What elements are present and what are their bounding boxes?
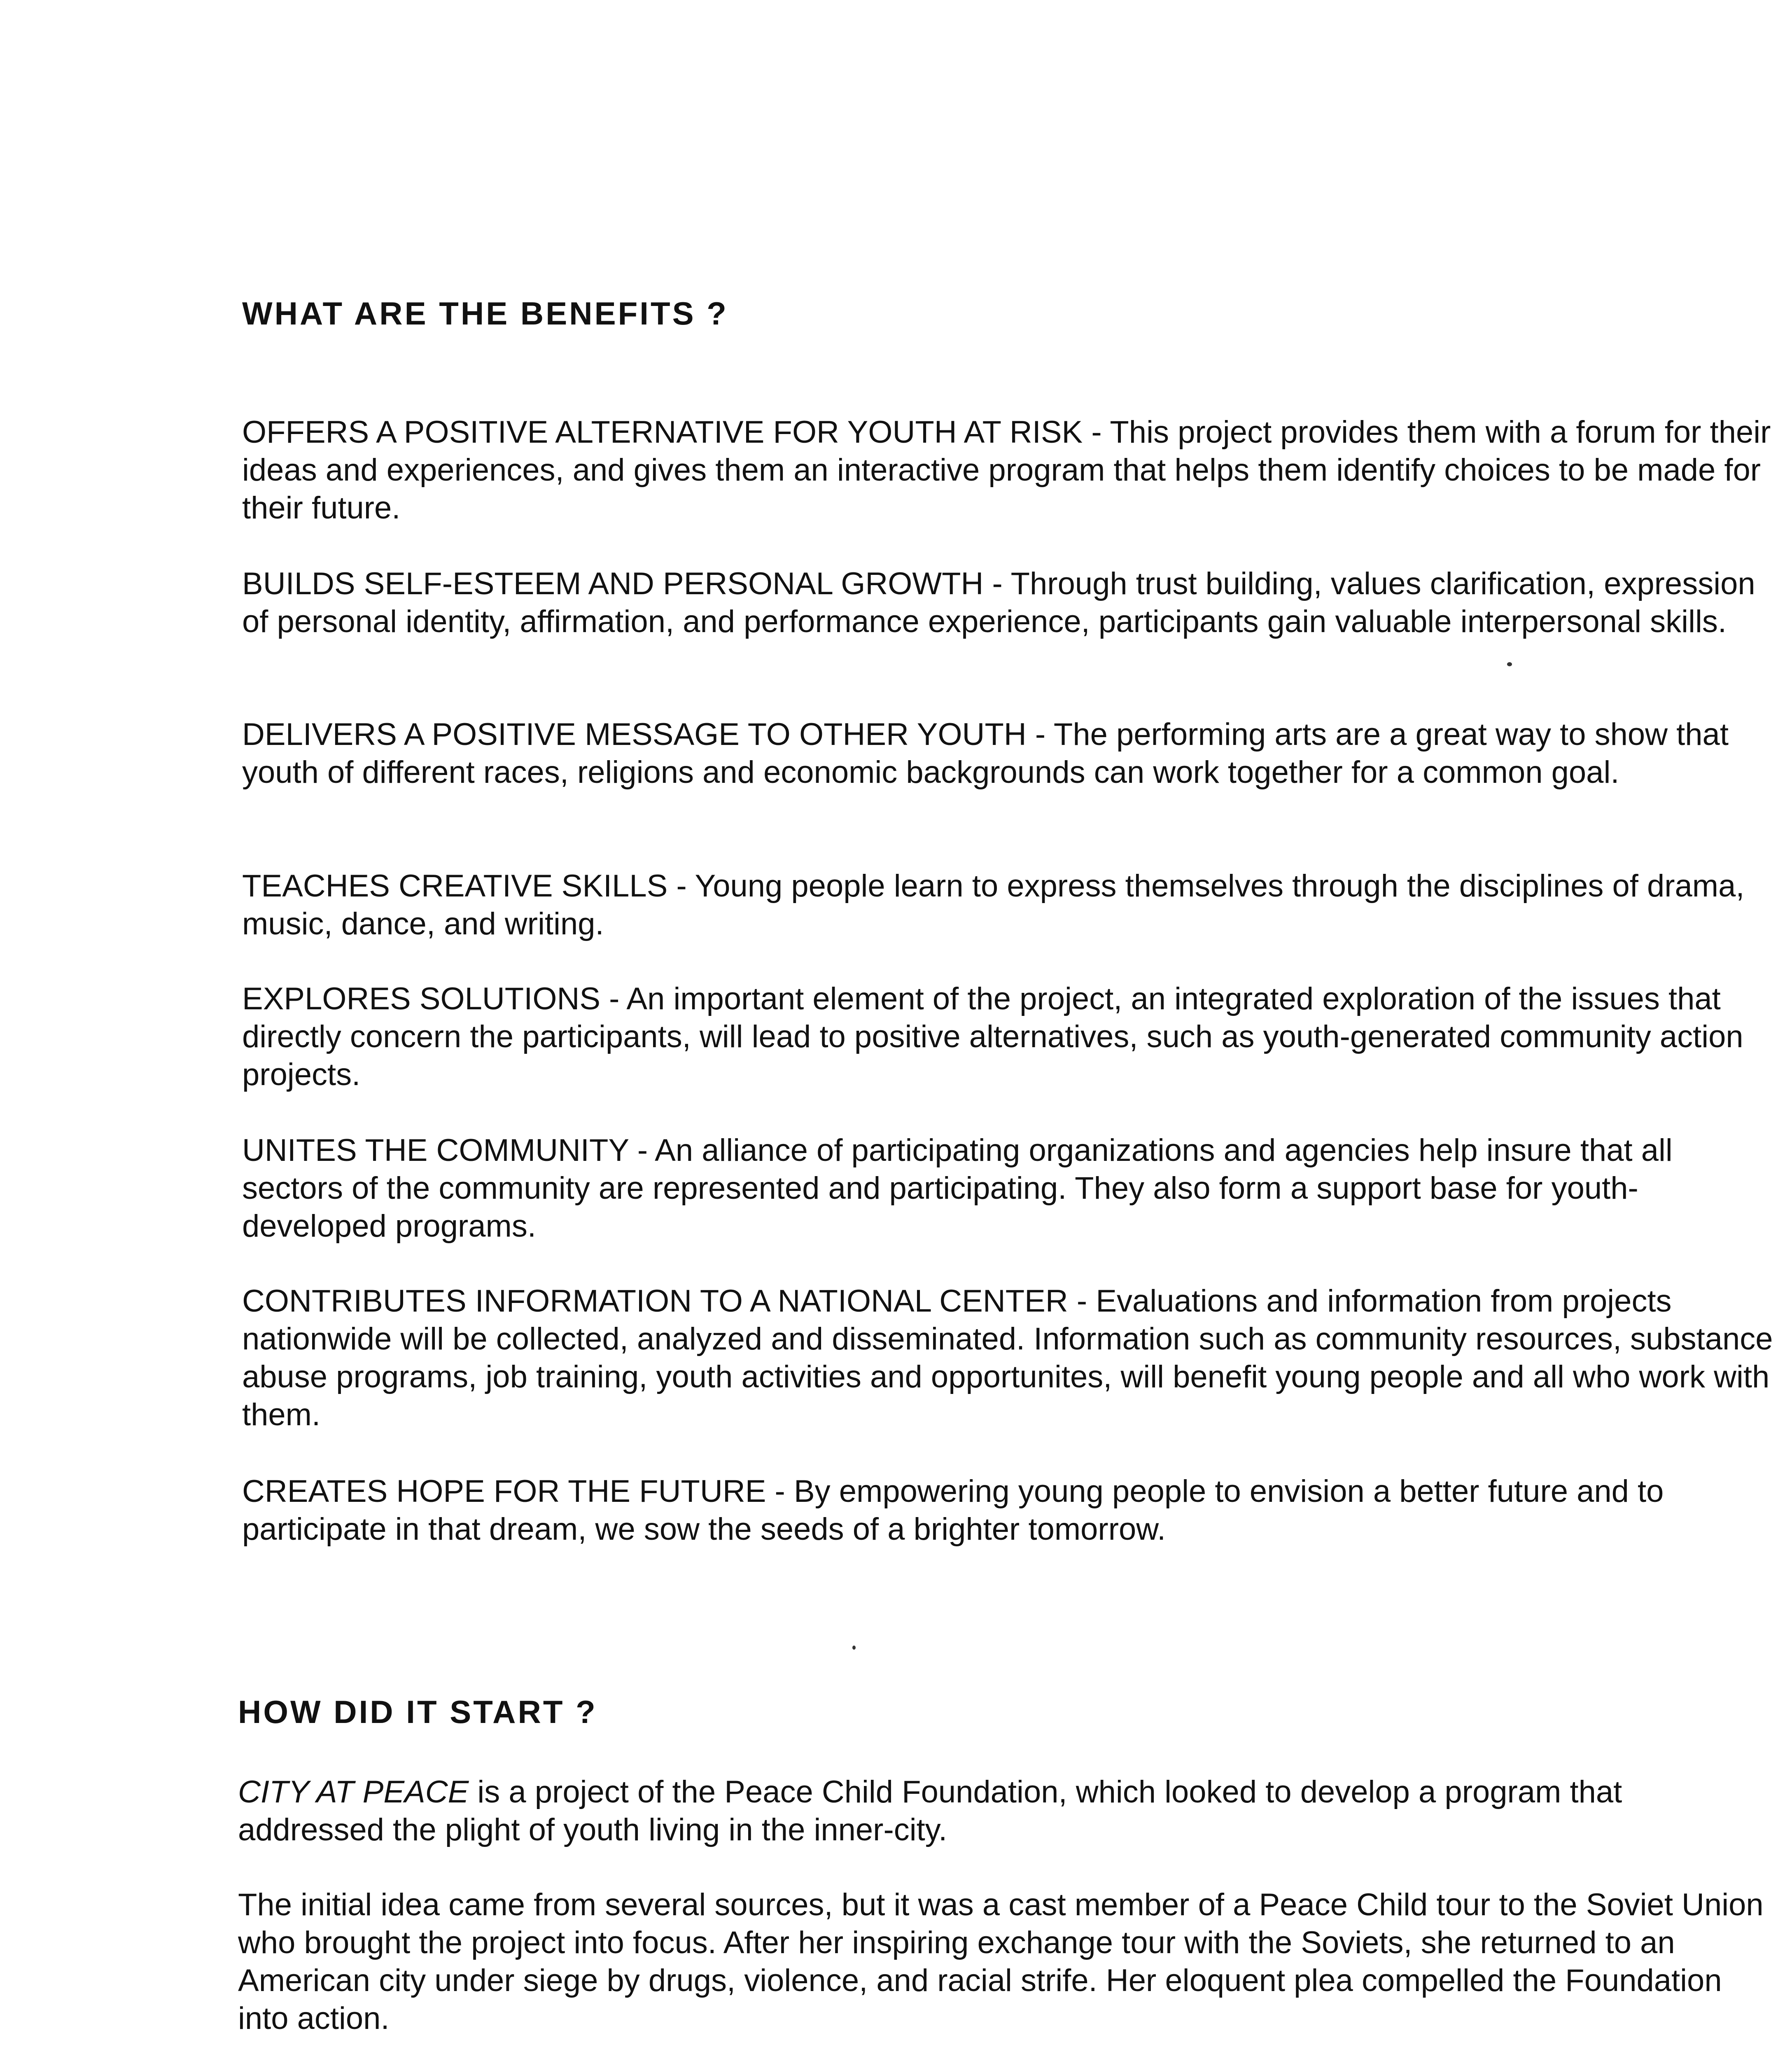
benefit-paragraph: [242, 867, 1774, 943]
benefit-body: This project provides them with a forum for their ideas and experiences, and gives them an interactive program that helps them identify choices to be made for their future.: [242, 415, 1771, 525]
benefit-body: An alliance of participating organizations and agencies help insure that all sectors of the community are represented and participating. They also form a support base for youth-developed programs.: [242, 1133, 1673, 1244]
benefit-lead: EXPLORES SOLUTIONS -: [242, 981, 627, 1016]
benefit-lead: TEACHES CREATIVE SKILLS -: [242, 868, 695, 903]
start-paragraph-body: is a project of the Peace Child Foundation, which looked to develop a program that addressed the plight of youth living in the inner-city.: [238, 1774, 1622, 1847]
scan-speck: [852, 1646, 856, 1650]
benefit-lead: CONTRIBUTES INFORMATION TO A NATIONAL CENTER -: [242, 1284, 1096, 1319]
benefit-paragraph: [242, 565, 1774, 641]
benefit-lead: CREATES HOPE FOR THE FUTURE -: [242, 1474, 794, 1509]
benefit-body: Through trust building, values clarification, expression of personal identity, affirmation, and performance experience, participants gain valuable interpersonal skills.: [242, 566, 1755, 639]
benefit-body: The performing arts are a great way to show that youth of different races, religions and economic backgrounds can work together for a common goal.: [242, 717, 1729, 790]
benefit-body: An important element of the project, an integrated exploration of the issues that directly concern the participants, will lead to positive alternatives, such as youth-generated community action projects.: [242, 981, 1743, 1092]
start-heading: HOW DID IT START ?: [238, 1694, 597, 1730]
benefit-lead: UNITES THE COMMUNITY -: [242, 1133, 655, 1168]
benefit-paragraph: [242, 413, 1774, 527]
benefit-lead: BUILDS SELF-ESTEEM AND PERSONAL GROWTH -: [242, 566, 1011, 601]
benefit-lead: OFFERS A POSITIVE ALTERNATIVE FOR YOUTH AT RISK -: [242, 415, 1110, 450]
start-paragraph: [238, 1773, 1770, 1849]
scan-speck: [1507, 662, 1512, 666]
benefit-paragraph: [242, 1132, 1774, 1245]
benefit-lead: DELIVERS A POSITIVE MESSAGE TO OTHER YOUTH -: [242, 717, 1054, 752]
benefit-paragraph: [242, 1473, 1774, 1548]
benefit-paragraph: [242, 1282, 1774, 1434]
benefit-paragraph: [242, 716, 1774, 791]
benefits-heading: WHAT ARE THE BENEFITS ?: [242, 295, 728, 331]
benefit-body: Young people learn to express themselves through the disciplines of drama, music, dance, and writing.: [242, 868, 1745, 941]
benefit-body: By empowering young people to envision a better future and to participate in that dream, we sow the seeds of a brighter tomorrow.: [242, 1474, 1664, 1547]
benefit-paragraph: [242, 980, 1774, 1094]
project-title: CITY AT PEACE: [238, 1774, 469, 1809]
benefit-body: Evaluations and information from projects nationwide will be collected, analyzed and disseminated. Information such as community resources, substance abuse programs, job training, youth activities and opportunites, will benefit young people and all who work with them.: [242, 1284, 1773, 1432]
start-paragraph: The initial idea came from several sources, but it was a cast member of a Peace Child tour to the Soviet Union who brought the project into focus. After her inspiring exchange tour with the Soviets, she returned to an American city under siege by drugs, violence, and racial strife. Her eloquent plea compelled the Foundation into action.: [238, 1887, 1764, 2036]
